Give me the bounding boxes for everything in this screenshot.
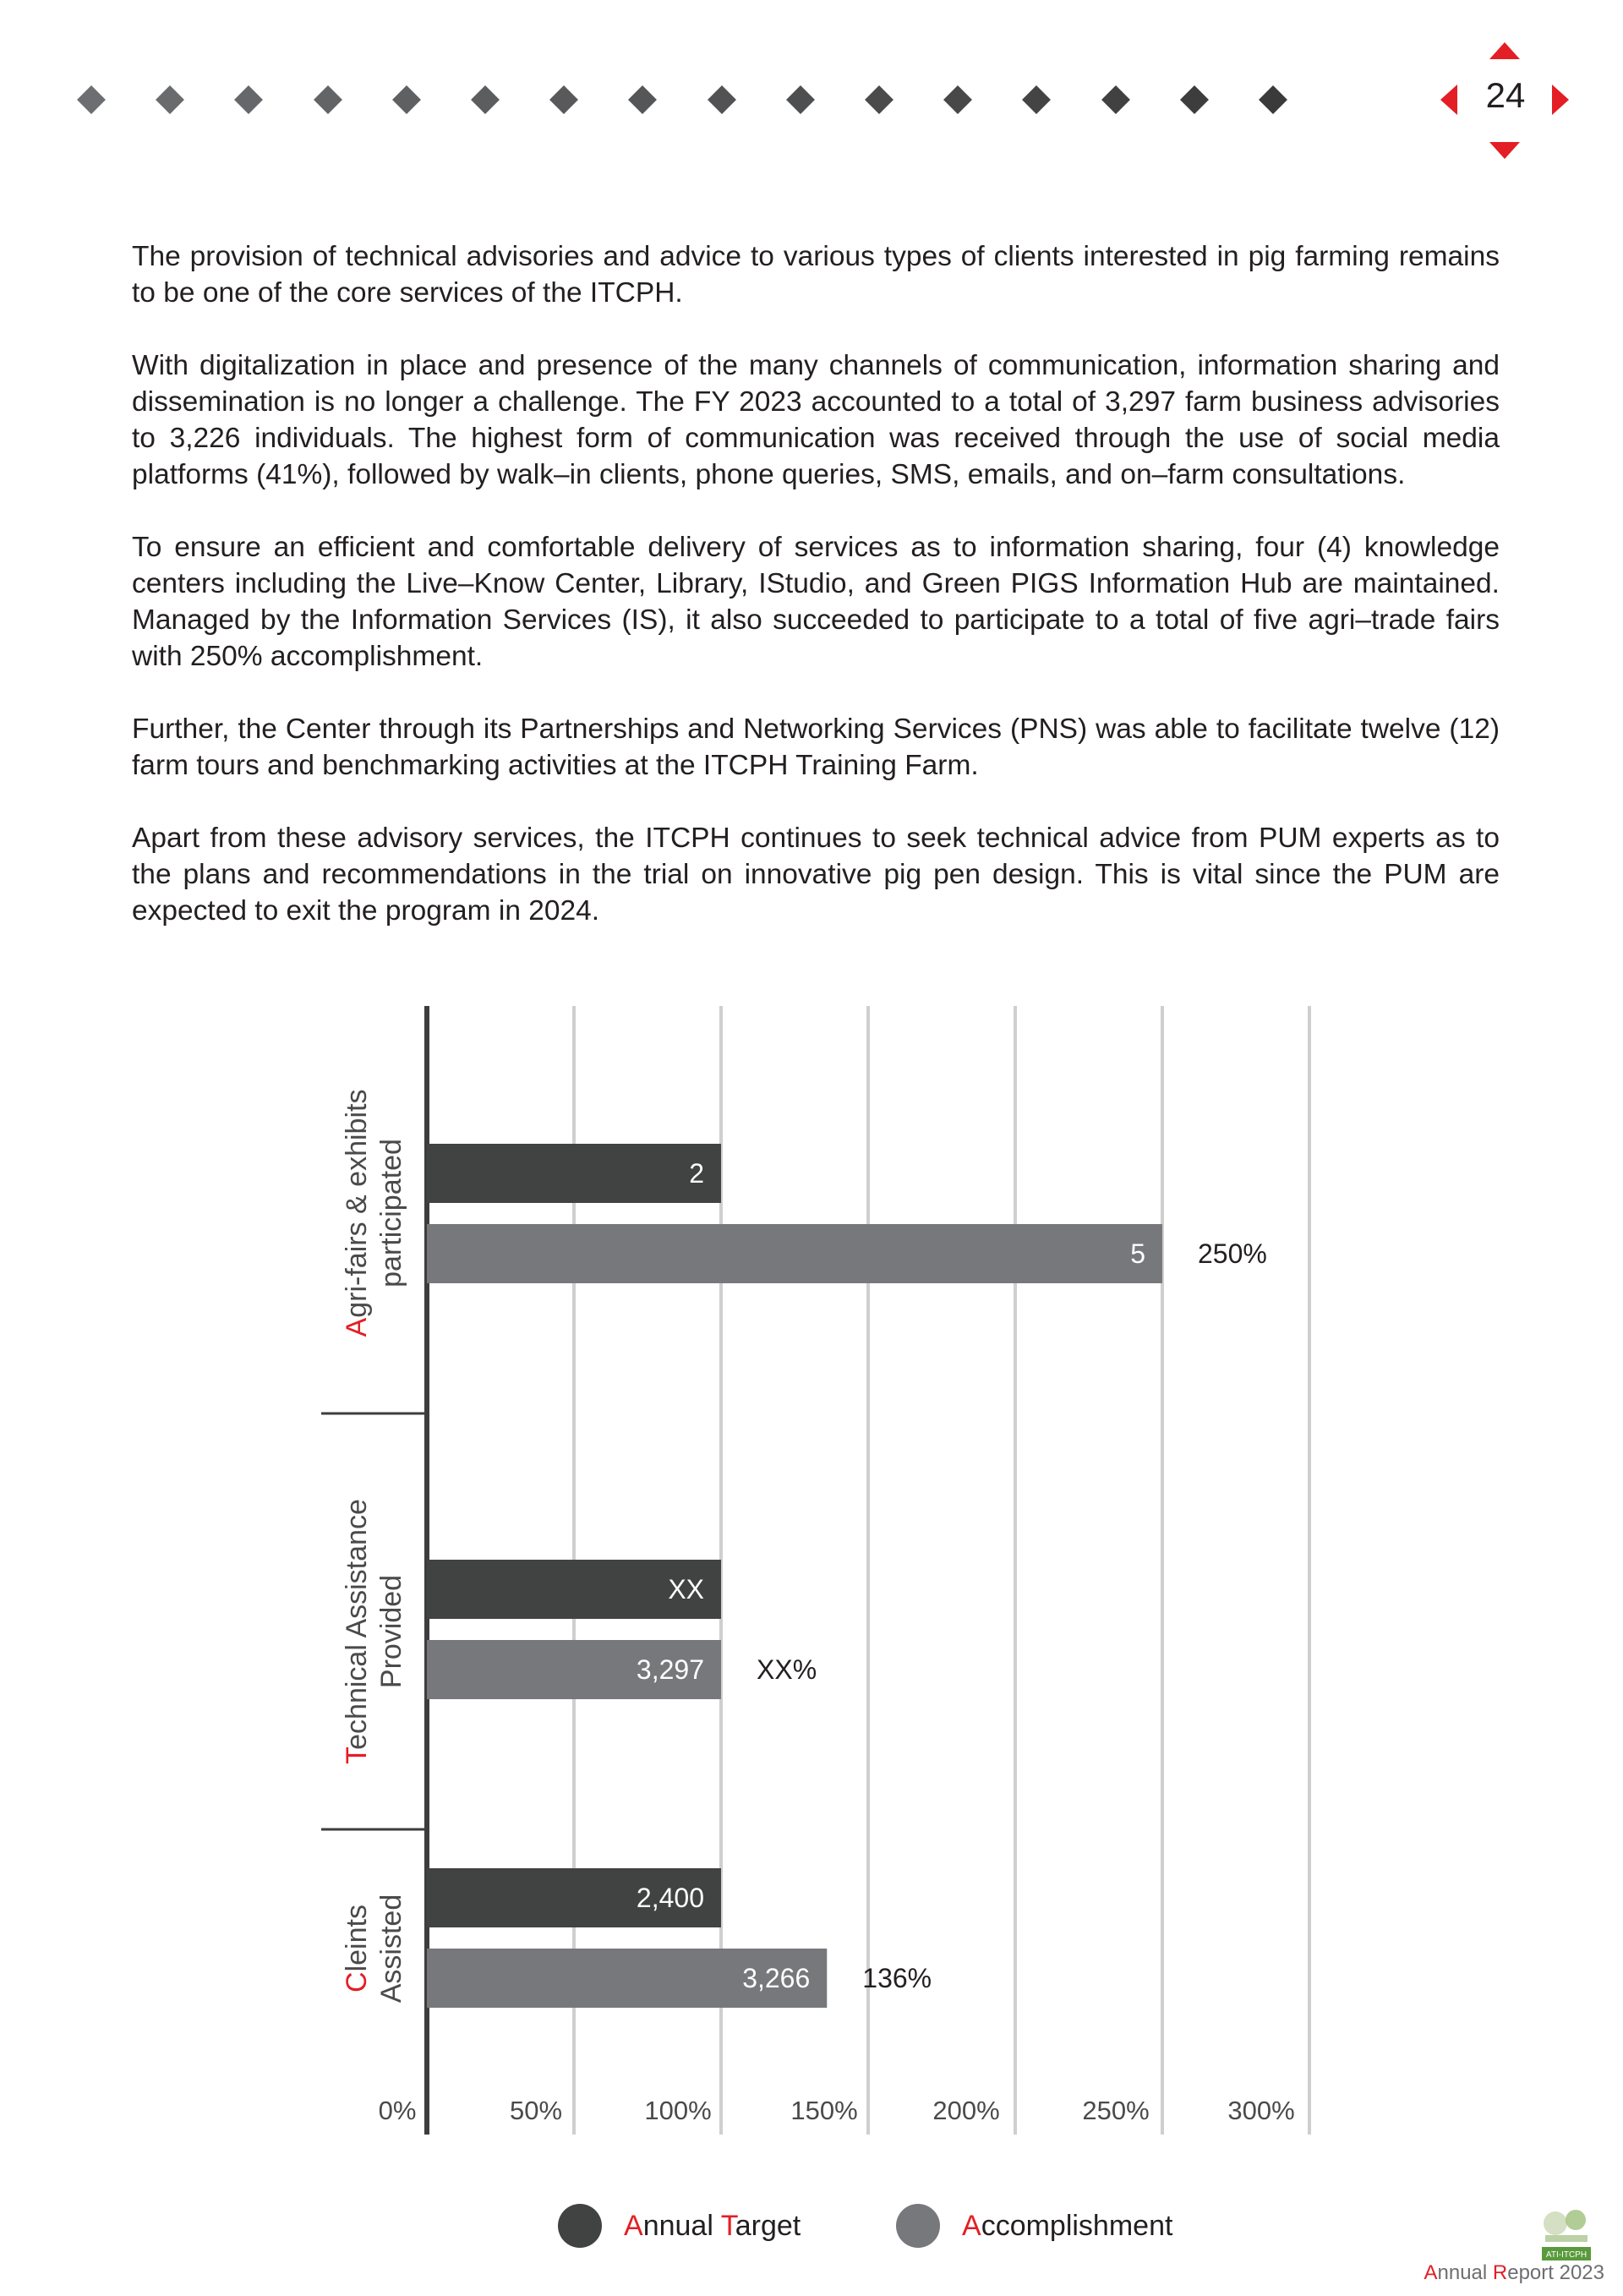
legend-dot-annual-target bbox=[558, 2204, 602, 2248]
paragraph: The provision of technical advisories and advice to various types of clients interested in pig farming remains to be one of the core services of the ITCPH. bbox=[132, 241, 1500, 309]
bar-value-label: XX bbox=[668, 1574, 704, 1604]
header-diamond-icon bbox=[77, 85, 106, 114]
header-diamond-icon bbox=[549, 85, 578, 114]
header-diamond-icon bbox=[1259, 85, 1287, 114]
page-navigator bbox=[1437, 34, 1572, 169]
category-label-line2: participated bbox=[375, 1139, 407, 1287]
pager-down-arrow-icon[interactable] bbox=[1489, 142, 1520, 159]
pager-up-arrow-icon[interactable] bbox=[1489, 42, 1520, 59]
body-text bbox=[132, 238, 1500, 965]
paragraph: Apart from these advisory services, the ITCPH continues to seek technical advice from PUM experts as to the plans and recommendations in the trial on innovative pig pen design. This is vital since the PUM are expected to exit the program in 2024. bbox=[132, 823, 1500, 927]
paragraph: Further, the Center through its Partnerships and Networking Services (PNS) was able to facilitate twelve (12) farm tours and benchmarking activities at the ITCPH Training Farm. bbox=[132, 713, 1500, 781]
logo-text: ATI-ITCPH bbox=[1545, 2250, 1587, 2260]
target-bar bbox=[427, 1144, 721, 1203]
legend-item-accomplishment bbox=[896, 2202, 1172, 2250]
page-number: 24 bbox=[1485, 75, 1526, 115]
category-label-rest: echnical Assistance bbox=[341, 1499, 373, 1750]
header-diamond-icon bbox=[156, 85, 184, 114]
accomplishment-rate-label: 136% bbox=[862, 1963, 932, 1993]
header-diamond-icon bbox=[865, 85, 893, 114]
category-label-line1 bbox=[341, 1905, 373, 1993]
header-diamond-icon bbox=[943, 85, 972, 114]
accomplishment-bar bbox=[427, 1224, 1162, 1283]
header-diamond-icon bbox=[471, 85, 500, 114]
header-diamond-icon bbox=[1180, 85, 1209, 114]
paragraph: With digitalization in place and presence of the many channels of communication, information sharing and dissemination is no longer a challenge. The FY 2023 accounted to a total of 3,297 farm business advisories to 3,226 individuals. The highest form of communication was received through the use of social media platforms (41%), followed by walk–in clients, phone queries, SMS, emails, and on–farm consultations. bbox=[132, 350, 1500, 490]
legend-label-annual-target: Annual Target bbox=[624, 2209, 801, 2242]
category-label-rest: gri-fairs & exhibits bbox=[341, 1089, 373, 1318]
category-label-line2: Assisted bbox=[375, 1894, 407, 2004]
category-label bbox=[341, 1090, 407, 1337]
header-diamond-icon bbox=[392, 85, 421, 114]
header-diamond-icon bbox=[628, 85, 657, 114]
category-label-first-letter: C bbox=[341, 1971, 373, 1993]
category-label-line2: Provided bbox=[375, 1574, 407, 1689]
bar-chart bbox=[0, 998, 1623, 2164]
x-tick-label: 100% bbox=[644, 2096, 712, 2125]
header-diamond-icon bbox=[786, 85, 815, 114]
header-diamond-icon bbox=[234, 85, 263, 114]
pager-left-arrow-icon[interactable] bbox=[1440, 85, 1457, 115]
x-tick-label: 300% bbox=[1227, 2096, 1295, 2125]
bar-value-label: 2 bbox=[689, 1158, 704, 1189]
x-tick-label: 200% bbox=[932, 2096, 1000, 2125]
category-label-rest: leints bbox=[341, 1905, 373, 1972]
bar-value-label: 3,266 bbox=[742, 1963, 811, 1993]
header-diamond-icon bbox=[1022, 85, 1051, 114]
category-label-line1 bbox=[341, 1499, 373, 1764]
x-tick-label: 50% bbox=[509, 2096, 563, 2125]
paragraph: To ensure an efficient and comfortable delivery of services as to information sharing, four (4) knowledge centers including the Live–Know Center, Library, IStudio, and Green PIGS Information Hub are maintained. Managed by the Information Services (IS), it also succeeded to participate to a total of five agri–trade fairs with 250% accomplishment. bbox=[132, 532, 1500, 672]
header-diamond-icon bbox=[314, 85, 342, 114]
category-label-first-letter: T bbox=[341, 1749, 373, 1764]
category-label-line1 bbox=[341, 1090, 373, 1337]
accomplishment-rate-label: XX% bbox=[757, 1654, 817, 1685]
category-label-first-letter: A bbox=[341, 1317, 373, 1337]
bar-value-label: 5 bbox=[1130, 1238, 1145, 1269]
pager-right-arrow-icon[interactable] bbox=[1552, 85, 1569, 115]
legend-item-annual-target bbox=[558, 2202, 801, 2250]
header-diamond-icon bbox=[708, 85, 736, 114]
legend-label-accomplishment: Accomplishment bbox=[962, 2209, 1173, 2242]
accomplishment-rate-label: 250% bbox=[1198, 1238, 1267, 1269]
x-tick-label: 150% bbox=[790, 2096, 858, 2125]
category-label bbox=[341, 1499, 407, 1764]
footer-report-label: Annual Report 2023 bbox=[1424, 2261, 1604, 2284]
x-tick-label: 0% bbox=[378, 2096, 417, 2125]
bar-value-label: 3,297 bbox=[636, 1654, 704, 1685]
legend-dot-accomplishment bbox=[896, 2204, 940, 2248]
ati-itcph-logo bbox=[1538, 2206, 1594, 2266]
x-tick-label: 250% bbox=[1082, 2096, 1150, 2125]
header-diamond-row bbox=[81, 83, 1307, 117]
category-label bbox=[341, 1894, 407, 2004]
bar-value-label: 2,400 bbox=[636, 1883, 704, 1913]
header-diamond-icon bbox=[1101, 85, 1130, 114]
